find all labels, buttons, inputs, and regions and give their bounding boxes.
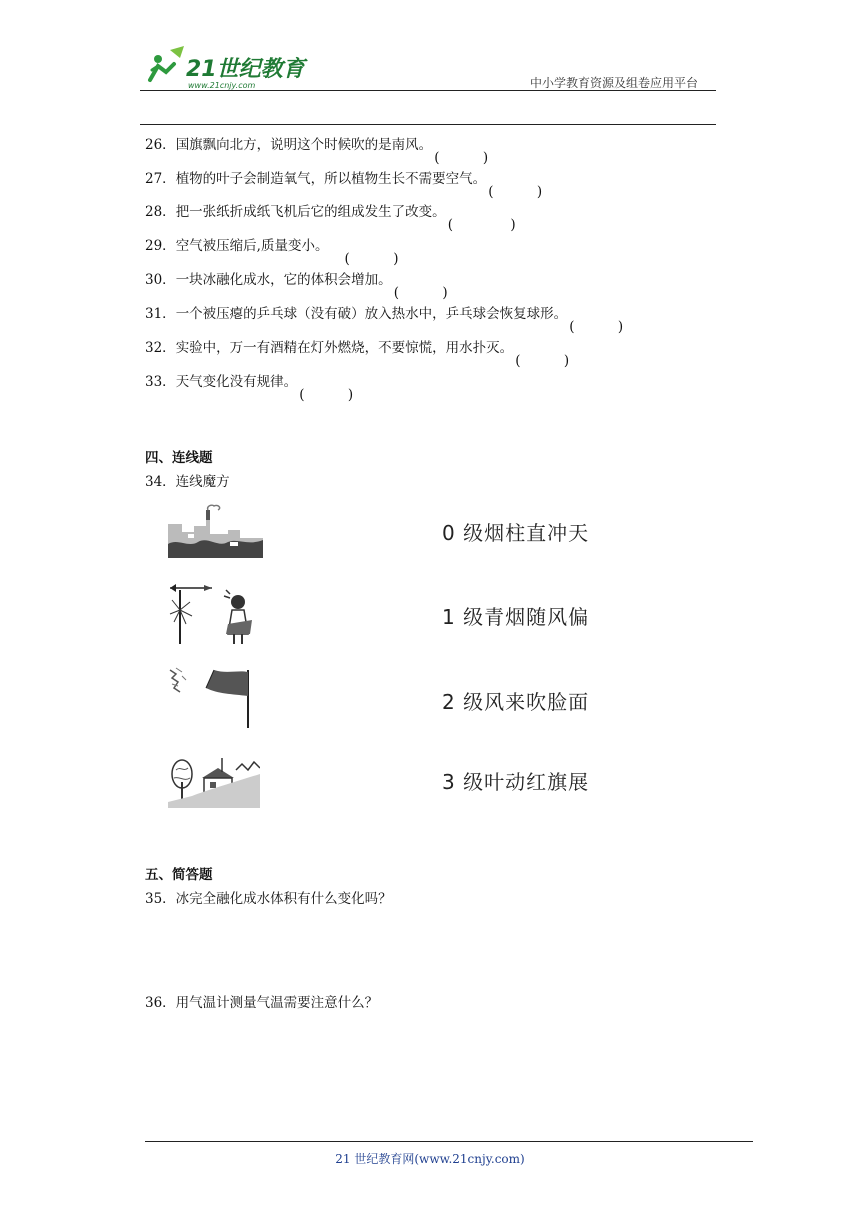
question-30: 30．一块冰融化成水，它的体积会增加。 [145, 272, 392, 288]
footer-rule [145, 1141, 753, 1142]
tree-house-image [168, 750, 260, 808]
wind-vane-girl-image [168, 580, 263, 646]
section-title-short-answer: 五、简答题 [145, 867, 213, 883]
question-26: 26．国旗飘向北方，说明这个时候吹的是南风。 [145, 137, 433, 153]
question-34: 34．连线魔方 [145, 474, 230, 490]
content-rule [140, 124, 716, 125]
question-31: 31．一个被压瘪的乒乓球（没有破）放入热水中，乒乓球会恢复球形。 [145, 306, 568, 322]
section-title-matching: 四、连线题 [145, 450, 213, 466]
match-item-3[interactable]: 3 级叶动红旗展 [442, 770, 590, 794]
factory-smoke-image [168, 504, 263, 558]
question-28: 28．把一张纸折成纸飞机后它的组成发生了改变。 [145, 204, 446, 220]
header-rule [140, 90, 716, 91]
match-item-0[interactable]: 0 级烟柱直冲天 [442, 521, 590, 545]
question-35: 35．冰完全融化成水体积有什么变化吗？ [145, 891, 392, 907]
question-29: 29．空气被压缩后,质量变小。 [145, 238, 329, 254]
logo [140, 42, 320, 94]
question-36: 36．用气温计测量气温需要注意什么？ [145, 995, 379, 1011]
question-27: 27．植物的叶子会制造氧气，所以植物生长不需要空气。 [145, 171, 487, 187]
svg-text:21世纪教育: 21世纪教育 [186, 57, 305, 82]
question-32: 32．实验中，万一有酒精在灯外燃烧，不要惊慌，用水扑灭。 [145, 340, 514, 356]
footer-text[interactable]: 21 世纪教育网(www.21cnjy.com) [335, 1152, 525, 1166]
header-tagline: 中小学教育资源及组卷应用平台 [530, 76, 699, 90]
svg-text:www.21cnjy.com: www.21cnjy.com [188, 81, 256, 90]
match-item-2[interactable]: 2 级风来吹脸面 [442, 690, 590, 714]
match-item-1[interactable]: 1 级青烟随风偏 [442, 605, 590, 629]
question-33: 33．天气变化没有规律。 [145, 374, 298, 390]
red-flag-image [168, 666, 258, 730]
